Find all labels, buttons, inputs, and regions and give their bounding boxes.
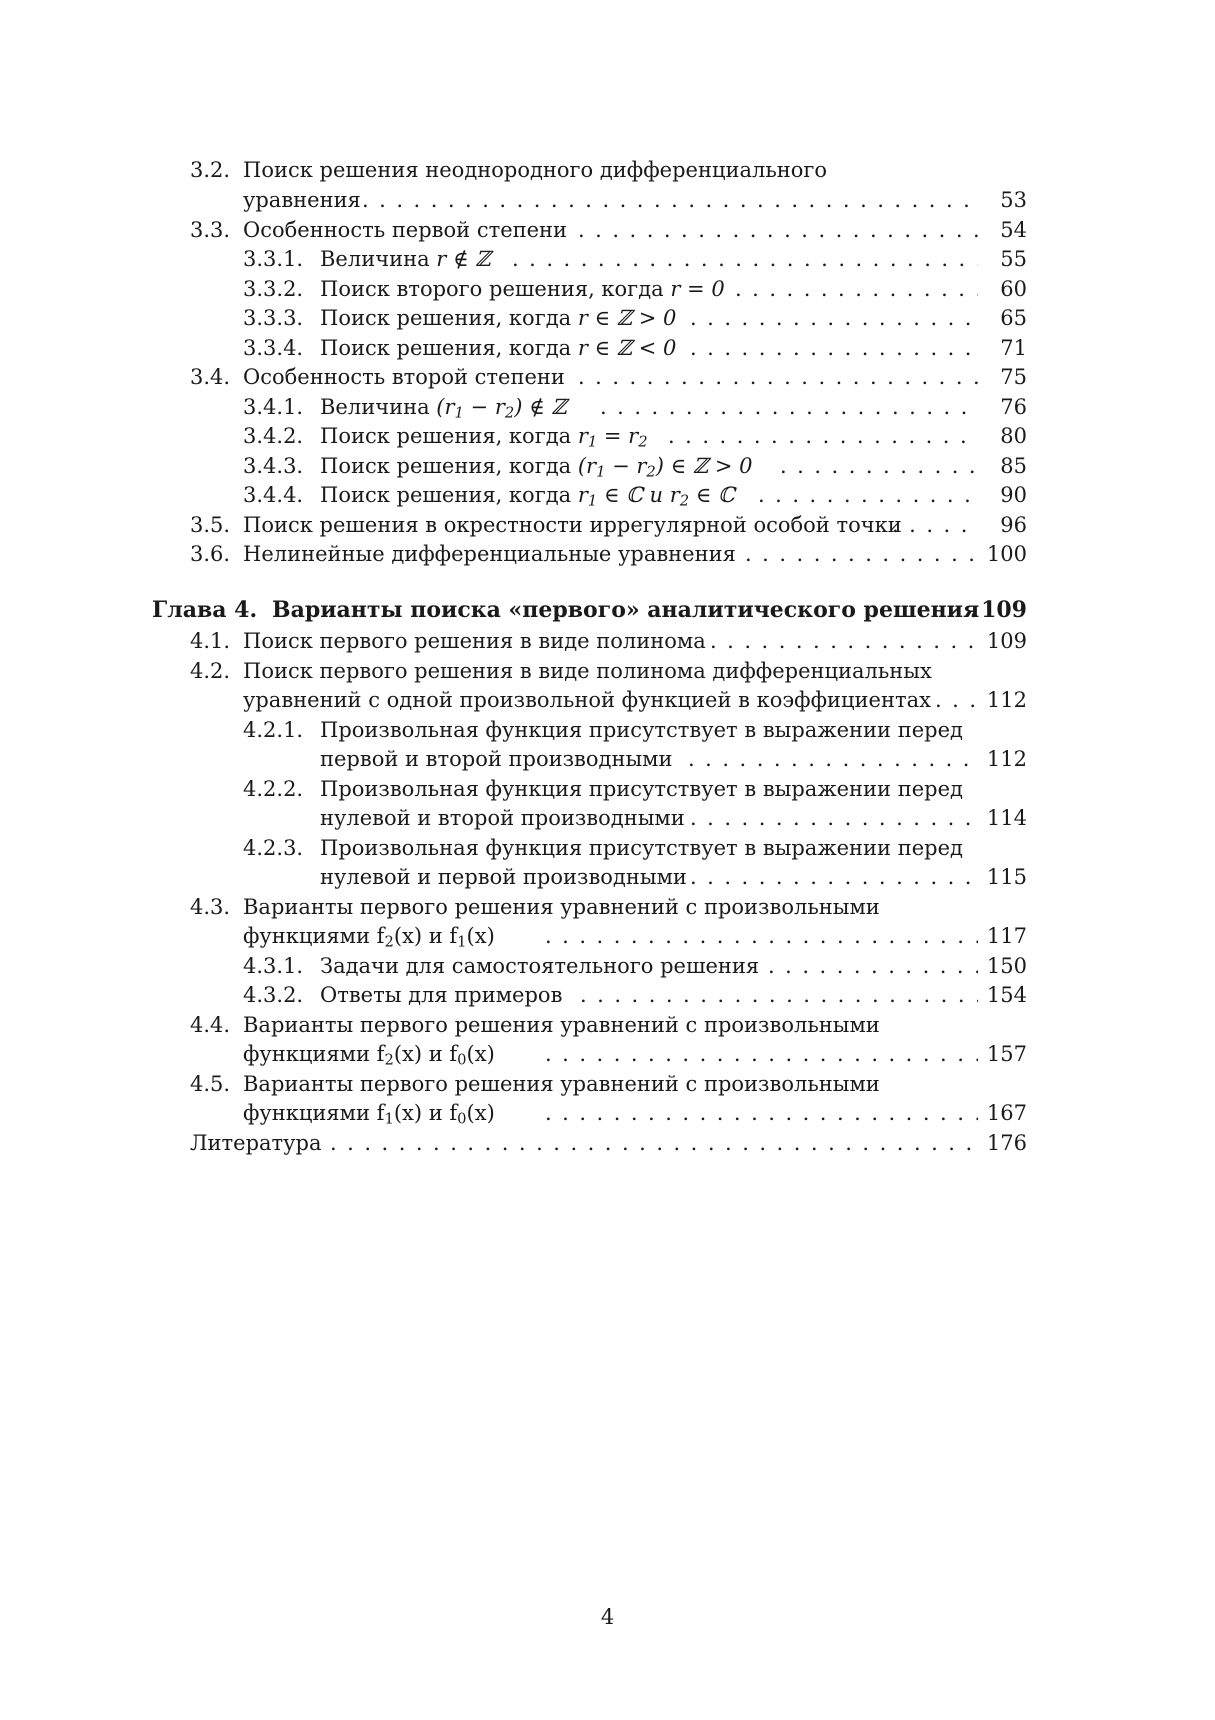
dot-leader <box>330 1128 978 1158</box>
section-title-line1: Произвольная функция присутствует в выражении перед <box>320 836 963 860</box>
section-number: 4.2.2. <box>243 777 304 801</box>
dot-leader <box>545 1039 978 1069</box>
section-title: Нелинейные дифференциальные уравнения <box>243 542 736 566</box>
section-title: Поиск первого решения в виде полинома <box>243 629 706 653</box>
section-number: 4.1. <box>190 629 231 653</box>
dot-leader <box>780 451 978 481</box>
section-number: 3.4.4. <box>243 483 304 507</box>
page-ref: 54 <box>1000 218 1027 242</box>
math-expr: $r_1$ ∈ ℂ и $r_2$ ∈ ℂ <box>577 483 735 510</box>
dot-leader <box>710 626 978 656</box>
section-title-line1: Поиск первого решения в виде полинома дифференциальных <box>243 659 932 683</box>
dot-leader <box>690 303 978 333</box>
section-title-line2: нулевой и второй производными <box>320 806 685 830</box>
chapter-title: Варианты поиска «первого» аналитического решения <box>272 597 980 623</box>
title-text: Поиск решения, когда <box>320 454 578 478</box>
page-ref: 85 <box>1000 454 1027 478</box>
section-title: Задачи для самостоятельного решения <box>320 954 760 978</box>
page-ref: 80 <box>1000 424 1027 448</box>
title-text: Величина <box>320 395 437 419</box>
toc-entry-3-3-3[interactable] <box>0 303 1215 333</box>
page-ref: 114 <box>986 806 1027 830</box>
section-number: 3.4.3. <box>243 454 304 478</box>
section-title <box>320 274 725 304</box>
dot-leader <box>578 362 978 392</box>
section-number: 3.4.2. <box>243 424 304 448</box>
dot-leader <box>892 510 978 540</box>
section-number: 4.5. <box>190 1072 231 1096</box>
dot-leader <box>578 215 978 245</box>
section-title-line2: первой и второй производными <box>320 747 673 771</box>
dot-leader <box>768 951 978 981</box>
dot-leader <box>580 980 978 1010</box>
toc-entry-3-2[interactable] <box>0 155 1215 185</box>
section-title-line2: уравнений с одной произвольной функцией в коэффициентах <box>243 688 931 712</box>
page-ref: 176 <box>986 1131 1027 1155</box>
toc-entry-4-2-3-cont[interactable] <box>0 862 1215 892</box>
math-expr: $r_1 = r_2$ <box>577 424 648 451</box>
math-expr: r = 0 <box>670 277 725 301</box>
section-title-line2: функциями $f_2(x)$ и $f_1(x)$ <box>243 924 495 951</box>
dot-leader <box>512 244 978 274</box>
page-ref: 157 <box>986 1042 1027 1066</box>
section-number: 3.3.1. <box>243 247 304 271</box>
toc-entry-4-2[interactable] <box>0 656 1215 686</box>
dot-leader <box>688 744 978 774</box>
dot-leader <box>690 803 978 833</box>
section-title-line1: Поиск решения неоднородного дифференциального <box>243 158 828 182</box>
title-text: Поиск решения, когда <box>320 306 578 330</box>
toc-entry-3-3-1[interactable] <box>0 244 1215 274</box>
toc-entry-4-5-cont[interactable] <box>0 1098 1215 1128</box>
dot-leader <box>668 421 978 451</box>
page-ref: 71 <box>1000 336 1027 360</box>
toc-chapter-4[interactable] <box>0 595 1215 625</box>
title-text: Поиск решения, когда <box>320 336 578 360</box>
math-expr: r ∈ ℤ > 0 <box>577 306 677 330</box>
toc-entry-3-4-3[interactable] <box>0 451 1215 481</box>
section-title-line1: Произвольная функция присутствует в выражении перед <box>320 777 963 801</box>
page-ref: 60 <box>1000 277 1027 301</box>
section-title <box>320 303 676 333</box>
section-number: 4.3.1. <box>243 954 304 978</box>
toc-entry-3-2-cont[interactable] <box>0 185 1215 215</box>
section-number: 3.4.1. <box>243 395 304 419</box>
toc-entry-3-3[interactable] <box>0 215 1215 245</box>
dot-leader <box>690 862 978 892</box>
page-ref: 90 <box>1000 483 1027 507</box>
toc-entry-3-4[interactable] <box>0 362 1215 392</box>
section-title <box>320 333 676 363</box>
dot-leader <box>745 539 978 569</box>
toc-entry-3-5[interactable] <box>0 510 1215 540</box>
math-expr: r ∈ ℤ < 0 <box>577 336 677 360</box>
page-ref: 115 <box>986 865 1027 889</box>
title-text: Поиск решения, когда <box>320 424 578 448</box>
section-number: 4.2. <box>190 659 231 683</box>
dot-leader <box>690 333 978 363</box>
section-title <box>320 244 491 274</box>
section-number: 4.3. <box>190 895 231 919</box>
page-ref: 150 <box>986 954 1027 978</box>
page-ref: 109 <box>981 597 1027 623</box>
section-title-line2: функциями $f_2(x)$ и $f_0(x)$ <box>243 1042 495 1069</box>
toc-entry-4-5[interactable] <box>0 1069 1215 1099</box>
section-title-line2: нулевой и первой производными <box>320 865 687 889</box>
toc-entry-4-4-cont[interactable] <box>0 1039 1215 1069</box>
dot-leader <box>545 1098 978 1128</box>
page-ref: 154 <box>986 983 1027 1007</box>
toc-entry-3-3-4[interactable] <box>0 333 1215 363</box>
toc-entry-4-3-cont[interactable] <box>0 921 1215 951</box>
section-title <box>320 392 567 422</box>
section-title-line1: Произвольная функция присутствует в выражении перед <box>320 718 963 742</box>
section-title <box>320 421 648 451</box>
section-title-line1: Варианты первого решения уравнений с произвольными <box>243 895 880 919</box>
section-number: 3.6. <box>190 542 231 566</box>
page-ref: 167 <box>986 1101 1027 1125</box>
section-number: 3.3.4. <box>243 336 304 360</box>
page-ref: 55 <box>1000 247 1027 271</box>
dot-leader <box>362 185 977 215</box>
dot-leader <box>935 685 978 715</box>
section-number: 4.3.2. <box>243 983 304 1007</box>
section-number: 3.3. <box>190 218 231 242</box>
math-expr: r ∉ ℤ <box>436 247 491 271</box>
chapter-number: Глава 4. <box>152 597 258 623</box>
page-ref: 65 <box>1000 306 1027 330</box>
math-expr: $(r_1 - r_2)$ ∈ ℤ > 0 <box>577 454 753 481</box>
title-text: Величина <box>320 247 437 271</box>
section-number: 4.2.1. <box>243 718 304 742</box>
toc-entry-4-1[interactable] <box>0 626 1215 656</box>
toc-entry-4-2-2[interactable] <box>0 774 1215 804</box>
section-title: Литература <box>190 1131 322 1155</box>
section-title-line1: Варианты первого решения уравнений с произвольными <box>243 1013 880 1037</box>
toc-entry-4-2-1-cont[interactable] <box>0 744 1215 774</box>
section-title <box>320 451 753 481</box>
section-title-line2: функциями $f_1(x)$ и $f_0(x)$ <box>243 1101 495 1128</box>
title-text: Поиск второго решения, когда <box>320 277 671 301</box>
section-title: Особенность второй степени <box>243 365 565 389</box>
page-ref: 117 <box>986 924 1027 948</box>
section-number: 3.3.2. <box>243 277 304 301</box>
section-title: Особенность первой степени <box>243 218 568 242</box>
toc-entry-4-3-2[interactable] <box>0 980 1215 1010</box>
toc-entry-4-3[interactable] <box>0 892 1215 922</box>
toc-entry-4-2-cont[interactable] <box>0 685 1215 715</box>
math-expr: $(r_1 - r_2)$ ∉ ℤ <box>436 395 567 422</box>
page-ref: 53 <box>1000 188 1027 212</box>
toc-entry-3-4-2[interactable] <box>0 421 1215 451</box>
dot-leader <box>600 392 978 422</box>
toc-entry-3-6[interactable] <box>0 539 1215 569</box>
dot-leader <box>758 480 978 510</box>
section-title: Поиск решения в окрестности иррегулярной особой точки <box>243 513 902 537</box>
page-ref: 112 <box>986 747 1027 771</box>
section-title-line1: Варианты первого решения уравнений с произвольными <box>243 1072 880 1096</box>
page-ref: 109 <box>986 629 1027 653</box>
section-number: 4.2.3. <box>243 836 304 860</box>
section-title-line2: уравнения <box>243 188 361 212</box>
section-title: Ответы для примеров <box>320 983 563 1007</box>
section-number: 4.4. <box>190 1013 231 1037</box>
toc-entry-3-4-1[interactable] <box>0 392 1215 422</box>
section-title <box>320 480 735 510</box>
toc-entry-references[interactable] <box>0 1128 1215 1158</box>
toc-entry-4-3-1[interactable] <box>0 951 1215 981</box>
page-ref: 112 <box>986 688 1027 712</box>
toc-entry-4-4[interactable] <box>0 1010 1215 1040</box>
page-ref: 100 <box>986 542 1027 566</box>
section-number: 3.2. <box>190 158 231 182</box>
toc-entry-3-4-4[interactable] <box>0 480 1215 510</box>
toc-entry-4-2-2-cont[interactable] <box>0 803 1215 833</box>
section-number: 3.4. <box>190 365 231 389</box>
toc-entry-3-3-2[interactable] <box>0 274 1215 304</box>
section-number: 3.5. <box>190 513 231 537</box>
page-ref: 96 <box>1000 513 1027 537</box>
page-number: 4 <box>600 1605 615 1629</box>
dot-leader <box>545 921 978 951</box>
toc-entry-4-2-3[interactable] <box>0 833 1215 863</box>
dot-leader <box>735 274 978 304</box>
page-ref: 76 <box>1000 395 1027 419</box>
title-text: Поиск решения, когда <box>320 483 578 507</box>
section-number: 3.3.3. <box>243 306 304 330</box>
toc-entry-4-2-1[interactable] <box>0 715 1215 745</box>
page-ref: 75 <box>1000 365 1027 389</box>
